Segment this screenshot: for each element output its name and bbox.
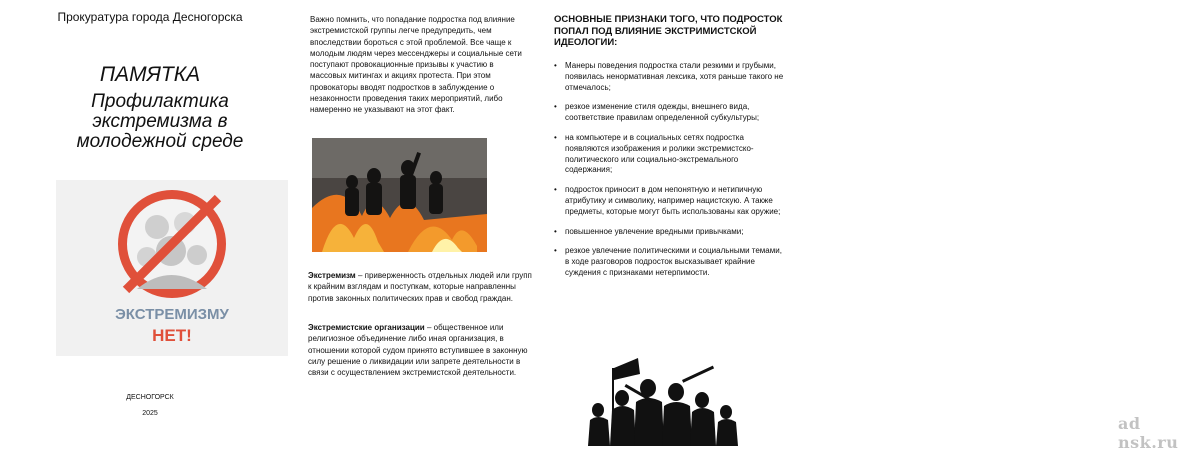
poster-slogan-line2: НЕТ! [152,326,192,345]
signs-column [540,0,1178,452]
memo-title: ПАМЯТКА [99,63,201,86]
publication-year: 2025 [142,410,158,417]
signs-heading: ОСНОВНЫЕ ПРИЗНАКИ ТОГО, ЧТО ПОДРОСТОК ПОПАЛ ПОД ВЛИЯНИЕ ЭКСТРИМИСТСКОЙ ИДЕОЛОГИИ: [554,14,783,48]
definition-text: – общественное или религиозное объединение либо иная организация, в отношении которой судом принято вступившее в законную силу решение о ликвидации или запрете деятельности в связи с осуществлением экстремистской деятельности. [308,323,528,378]
riot-photo [312,138,487,252]
prohibition-sign-icon [118,190,226,298]
anti-extremism-poster [56,180,288,356]
poster-slogan-line1: ЭКСТРЕМИЗМУ [115,306,229,323]
list-item: • на компьютере и в социальных сетях подростка появляются изображения и ролики экстремистско-политического или социально-экстремального содержания; [554,133,786,176]
cover-column [0,0,300,450]
info-column [300,0,540,450]
definition-text: – приверженность отдельных людей или групп к крайним взглядам и поступкам, которые направленны против законных политических прав и свобод граждан. [308,271,532,303]
militants-silhouette-icon [582,340,742,446]
city-name: ДЕСНОГОРСК [126,394,174,401]
watermark: ad nsk.ru [1118,414,1178,452]
list-item: • резкое изменение стиля одежды, внешнего вида, соответствие правилам определенной субкультуры; [554,102,786,124]
list-item: • подросток приносит в дом непонятную и нетипичную атрибутику и символику, например нацистскую. А также предметы, которые могут быть использованы как оружие; [554,185,786,217]
list-item: • Манеры поведения подростка стали резкими и грубыми, появилась ненормативная лексика, хотя раньше такого не отмечалось; [554,61,786,93]
definition-extremist-organizations [308,322,534,378]
memo-subtitle: Профилактика экстремизма в молодежной среде [76,91,244,152]
intro-paragraph: Важно помнить, что попадание подростка под влияние экстремистской группы легче предупредить, чем впоследствии бороться с этой проблемой. Все чаще к молодым людям через мессенджеры и социальные сети поступают провокационные призывы к участию в массовых митингах и акциях протеста. При этом провокаторы вводят подростков в заблуждение о незаконности проведения таких мероприятий, либо намеренно не указывают на этот факт. [310,15,522,115]
list-item: • повышенное увлечение вредными привычками; [554,227,786,238]
list-item: • резкое увлечение политическими и социальными темами, в ходе разговоров подросток высказывает крайние суждения с признаками нетерпимости. [554,246,786,278]
definition-term: Экстремизм [308,271,356,280]
definition-extremism [308,270,534,304]
signs-list [554,61,786,288]
prosecutor-office: Прокуратура города Десногорска [57,10,243,24]
definition-term: Экстремистские организации [308,323,425,332]
